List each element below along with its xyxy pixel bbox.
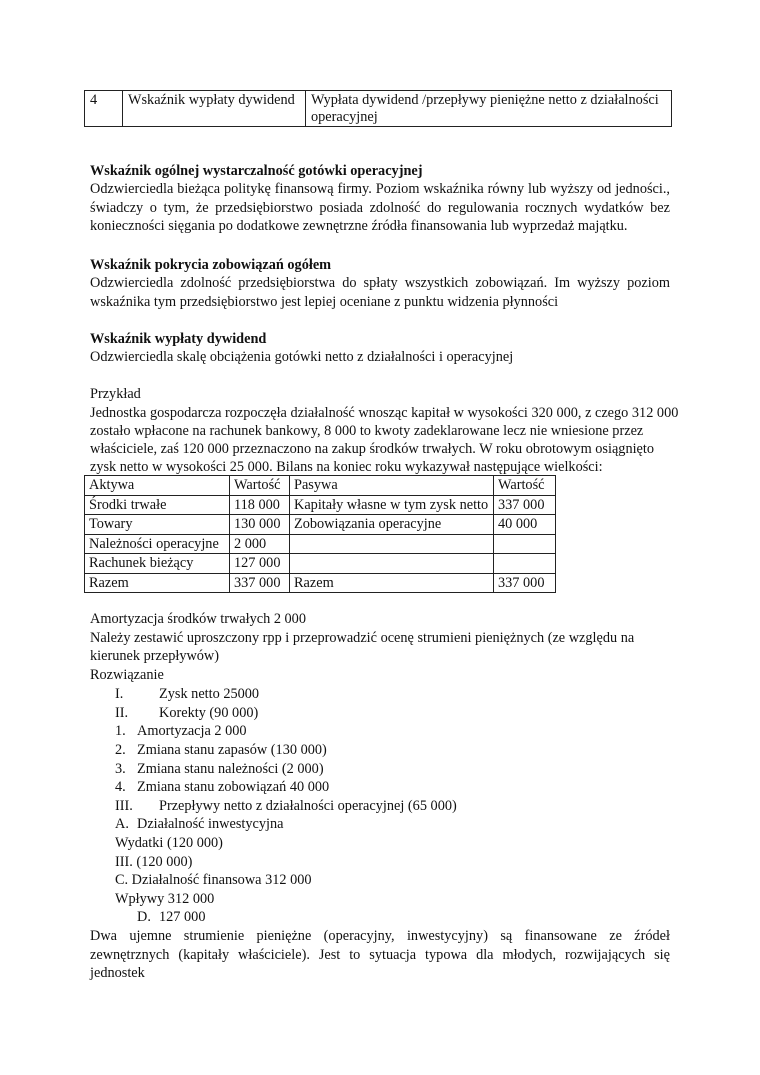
list-item: Zysk netto 25000 <box>159 686 260 702</box>
header-cell: Wartość <box>230 476 290 496</box>
list-item: Zmiana stanu należności (2 000) <box>137 761 324 777</box>
table-header-row <box>85 476 556 496</box>
table-cell <box>494 554 556 574</box>
task-line: kierunek przepływów) <box>90 648 220 664</box>
section-heading: Wskaźnik ogólnej wystarczalność gotówki operacyjnej <box>90 163 423 179</box>
table-cell: Środki trwałe <box>85 495 230 515</box>
table-cell <box>494 534 556 554</box>
list-item: Działalność inwestycyjna <box>137 816 284 832</box>
example-line: Jednostka gospodarcza rozpoczęła działalność wnosząc kapitał w wysokości 320 000, z czego 312 000 <box>90 405 679 421</box>
list-item: Wydatki (120 000) <box>115 835 223 851</box>
table-row <box>85 534 556 554</box>
list-marker: 4. <box>115 779 126 795</box>
list-marker: I. <box>115 686 124 702</box>
section-heading: Wskaźnik pokrycia zobowiązań ogółem <box>90 257 332 273</box>
list-item: Korekty (90 000) <box>159 705 259 721</box>
example-title: Przykład <box>90 386 141 402</box>
list-item: 127 000 <box>159 909 206 925</box>
table-cell: Należności operacyjne <box>85 534 230 554</box>
indicator-formula: Wypłata dywidend /przepływy pieniężne netto z działalności operacyjnej <box>306 91 672 127</box>
list-item: C. Działalność finansowa 312 000 <box>115 872 312 888</box>
table-row <box>85 515 556 535</box>
table-cell: 40 000 <box>494 515 556 535</box>
table-cell: Towary <box>85 515 230 535</box>
table-row <box>85 573 556 593</box>
header-cell: Wartość <box>494 476 556 496</box>
list-marker: 2. <box>115 742 126 758</box>
example-line: zysk netto w wysokości 25 000. Bilans na koniec roku wykazywał następujące wielkości: <box>90 459 603 475</box>
section-body: Odzwierciedla skalę obciążenia gotówki netto z działalności i operacyjnej <box>90 349 514 365</box>
table-cell: 337 000 <box>494 495 556 515</box>
list-marker: A. <box>115 816 129 832</box>
table-row <box>85 91 672 127</box>
example-line: właściciele, zaś 120 000 przeznaczono na zakup środków trwałych. W roku obrotowym osiągnięto <box>90 441 655 457</box>
list-marker: 3. <box>115 761 126 777</box>
table-cell: Kapitały własne w tym zysk netto <box>290 495 494 515</box>
section-body: Odzwierciedla bieżąca politykę finansową firmy. Poziom wskaźnika równy lub wyższy od jedności., świadczy o tym, że przedsiębiorstwo posiada zdolność do regulowania rocznych wydatków bez konieczności sięgania po dodatkowe zewnętrzne źródła finansowania lub wyprzedaż majątku. <box>90 181 670 235</box>
table-cell: 2 000 <box>230 534 290 554</box>
list-item: Przepływy netto z działalności operacyjnej (65 000) <box>159 798 457 814</box>
table-cell: Zobowiązania operacyjne <box>290 515 494 535</box>
list-item: Amortyzacja 2 000 <box>137 723 247 739</box>
section-body: Odzwierciedla zdolność przedsiębiorstwa do spłaty wszystkich zobowiązań. Im wyższy poziom wskaźnika tym przedsiębiorstwo jest lepiej oceniane z punktu widzenia płynności <box>90 275 670 310</box>
section-heading: Wskaźnik wypłaty dywidend <box>90 331 267 347</box>
solution-title: Rozwiązanie <box>90 667 164 683</box>
table-cell: 337 000 <box>494 573 556 593</box>
list-marker: D. <box>137 909 151 925</box>
indicator-name: Wskaźnik wypłaty dywidend <box>123 91 306 127</box>
row-number: 4 <box>85 91 123 127</box>
balance-table <box>84 475 556 593</box>
table-cell: 127 000 <box>230 554 290 574</box>
header-cell: Pasywa <box>290 476 494 496</box>
indicator-table <box>84 90 672 127</box>
list-item: Zmiana stanu zapasów (130 000) <box>137 742 327 758</box>
table-cell: 337 000 <box>230 573 290 593</box>
list-item: Zmiana stanu zobowiązań 40 000 <box>137 779 330 795</box>
list-marker: II. <box>115 705 129 721</box>
table-cell <box>290 554 494 574</box>
list-item: III. (120 000) <box>115 854 193 870</box>
table-cell <box>290 534 494 554</box>
list-marker: III. <box>115 798 133 814</box>
example-line: zostało wpłacone na rachunek bankowy, 8 000 to kwoty zadeklarowane lecz nie wniesione przez <box>90 423 644 439</box>
table-cell: Rachunek bieżący <box>85 554 230 574</box>
table-row <box>85 495 556 515</box>
header-cell: Aktywa <box>85 476 230 496</box>
table-cell: Razem <box>85 573 230 593</box>
amortization-line: Amortyzacja środków trwałych 2 000 <box>90 611 306 627</box>
task-line: Należy zestawić uproszczony rpp i przeprowadzić ocenę strumieni pieniężnych (ze względu na <box>90 630 635 646</box>
table-cell: Razem <box>290 573 494 593</box>
table-cell: 118 000 <box>230 495 290 515</box>
table-cell: 130 000 <box>230 515 290 535</box>
closing-paragraph: Dwa ujemne strumienie pieniężne (operacyjny, inwestycyjny) są finansowane ze źródeł zewnętrznych (kapitały właściciele). Jest to sytuacja typowa dla młodych, rozwijających się jednostek <box>90 928 670 982</box>
table-row <box>85 554 556 574</box>
list-marker: 1. <box>115 723 126 739</box>
list-item: Wpływy 312 000 <box>115 891 215 907</box>
